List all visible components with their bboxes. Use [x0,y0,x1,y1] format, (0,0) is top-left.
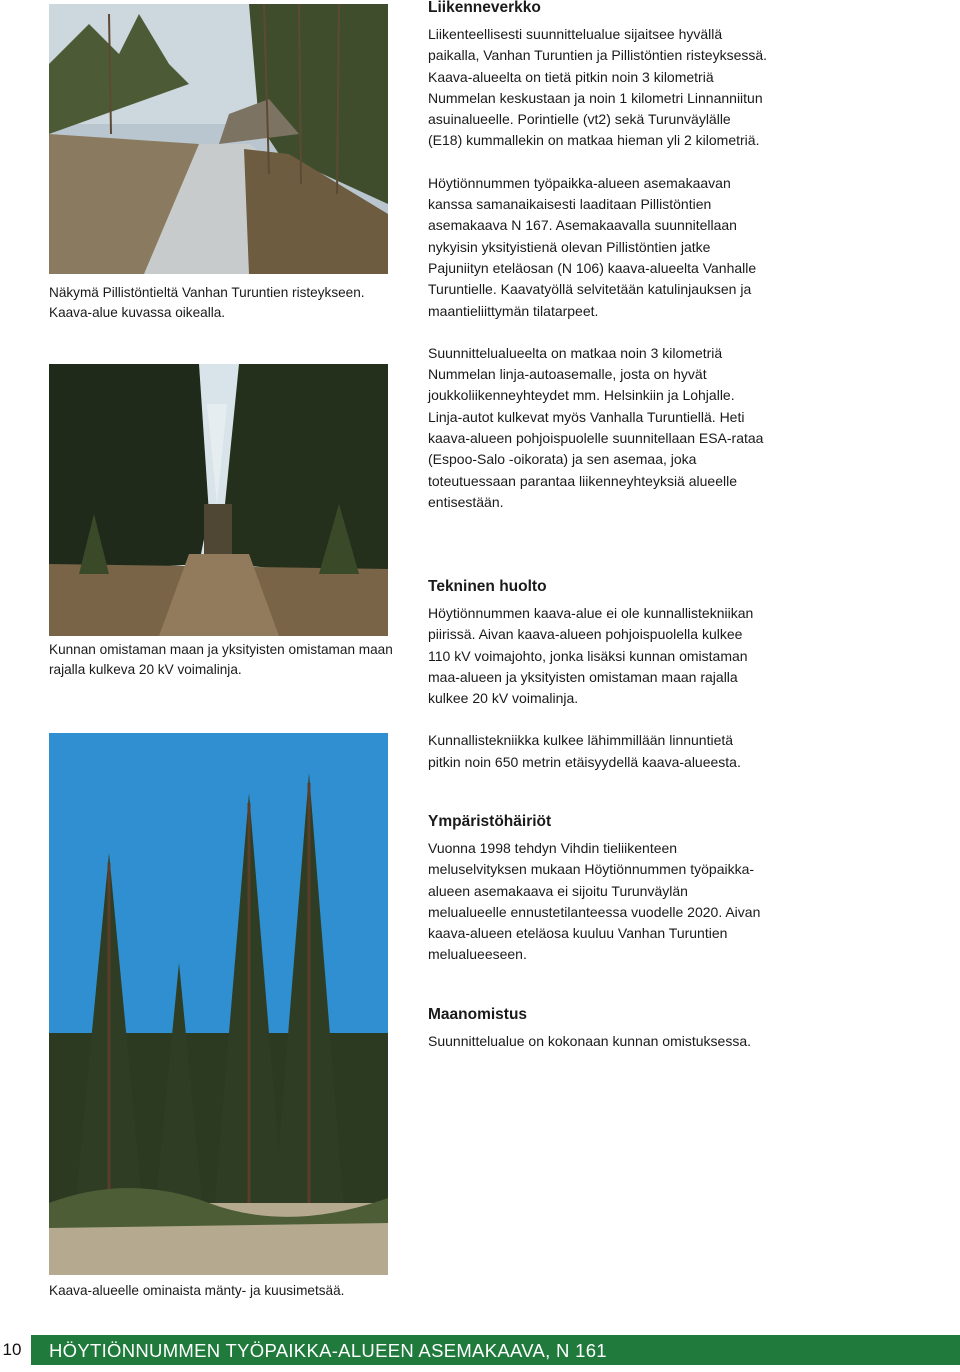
section-tekninen-huolto [428,577,768,773]
section-ymparistohairiot [428,812,768,966]
section-liikenneverkko [428,0,768,513]
road-photo [49,4,388,274]
paragraph: Vuonna 1998 tehdyn Vihdin tieliikenteen meluselvityksen mukaan Höytiönnummen työpaikka-alueen asemakaava ei sijoitu Turunväylän melualueelle ennustetilanteessa vuodelle 2020. Aivan kaava-alueen eteläosa kuuluu Vanhan Turuntien melualueeseen. [428,840,761,963]
paragraph: Suunnittelualueelta on matkaa noin 3 kilometriä Nummelan linja-autoasemalle, josta on hyvät joukkoliikenneyhteydet mm. Helsinkiin ja Lohjalle. Linja-autot kulkevat myös Vanhalla Turuntiellä. Heti kaava-alueen pohjoispuolelle suunnitellaan ESA-rataa (Espoo-Salo -oikorata) ja sen asemaa, joka toteutuessaan parantaa liikenneyhteyksiä alueelle entisestään. [428,344,764,510]
page-number: 10 [2,1340,22,1359]
paragraph: Höytiönnummen työpaikka-alueen asemakaavan kanssa samanaikaisesti laaditaan Pillistöntien asemakaava N 167. Asemakaavalla suunnitellaan nykyisin yksityistienä olevan Pillistöntien jatke Pajuniityn eteläosan (N 106) kaava-alueelta Vanhalle Turuntielle. Kaavatyöllä selvitetään katulinjauksen ja maantieliittymän tilatarpeet. [428,174,757,319]
paragraph: Höytiönnummen kaava-alue ei ole kunnallistekniikan piirissä. Aivan kaava-alueen pohjoispuolella kulkee 110 kV voimajohto, jonka lisäksi kunnan omistaman maa-alueen ja yksityisten omistaman maan rajalla kulkee 20 kV voimalinja. [428,605,754,707]
section-heading: Ympäristöhäiriöt [428,813,552,830]
section-maanomistus [428,1005,768,1052]
powerline-photo-caption: Kunnan omistaman maan ja yksityisten omistaman maan rajalla kulkeva 20 kV voimalinja. [49,642,393,677]
road-photo-caption: Näkymä Pillistöntieltä Vanhan Turuntien risteykseen. Kaava-alue kuvassa oikealla. [49,285,365,320]
powerline-photo [49,364,388,636]
footer-title: HÖYTIÖNNUMMEN TYÖPAIKKA-ALUEEN ASEMAKAAVA, N 161 [49,1340,607,1361]
section-heading: Liikenneverkko [428,0,541,16]
forest-photo [49,733,388,1275]
forest-photo-caption: Kaava-alueelle ominaista mänty- ja kuusimetsää. [49,1283,345,1298]
paragraph: Kunnallistekniikka kulkee lähimmillään linnuntietä pitkin noin 650 metrin etäisyydellä kaava-alueesta. [428,732,741,770]
section-heading: Maanomistus [428,1006,528,1023]
paragraph: Suunnittelualue on kokonaan kunnan omistuksessa. [428,1033,751,1049]
paragraph: Liikenteellisesti suunnittelualue sijaitsee hyvällä paikalla, Vanhan Turuntien ja Pillistöntien risteyksessä. Kaava-alueelta on tietä pitkin noin 3 kilometriä Nummelan keskustaan ja noin 1 kilometri Linnanniitun asuinalueelle. Porintielle (vt2) sekä Turunväylälle (E18) kummallekin on matkaa hieman yli 2 kilometriä. [428,26,768,149]
section-heading: Tekninen huolto [428,578,547,595]
